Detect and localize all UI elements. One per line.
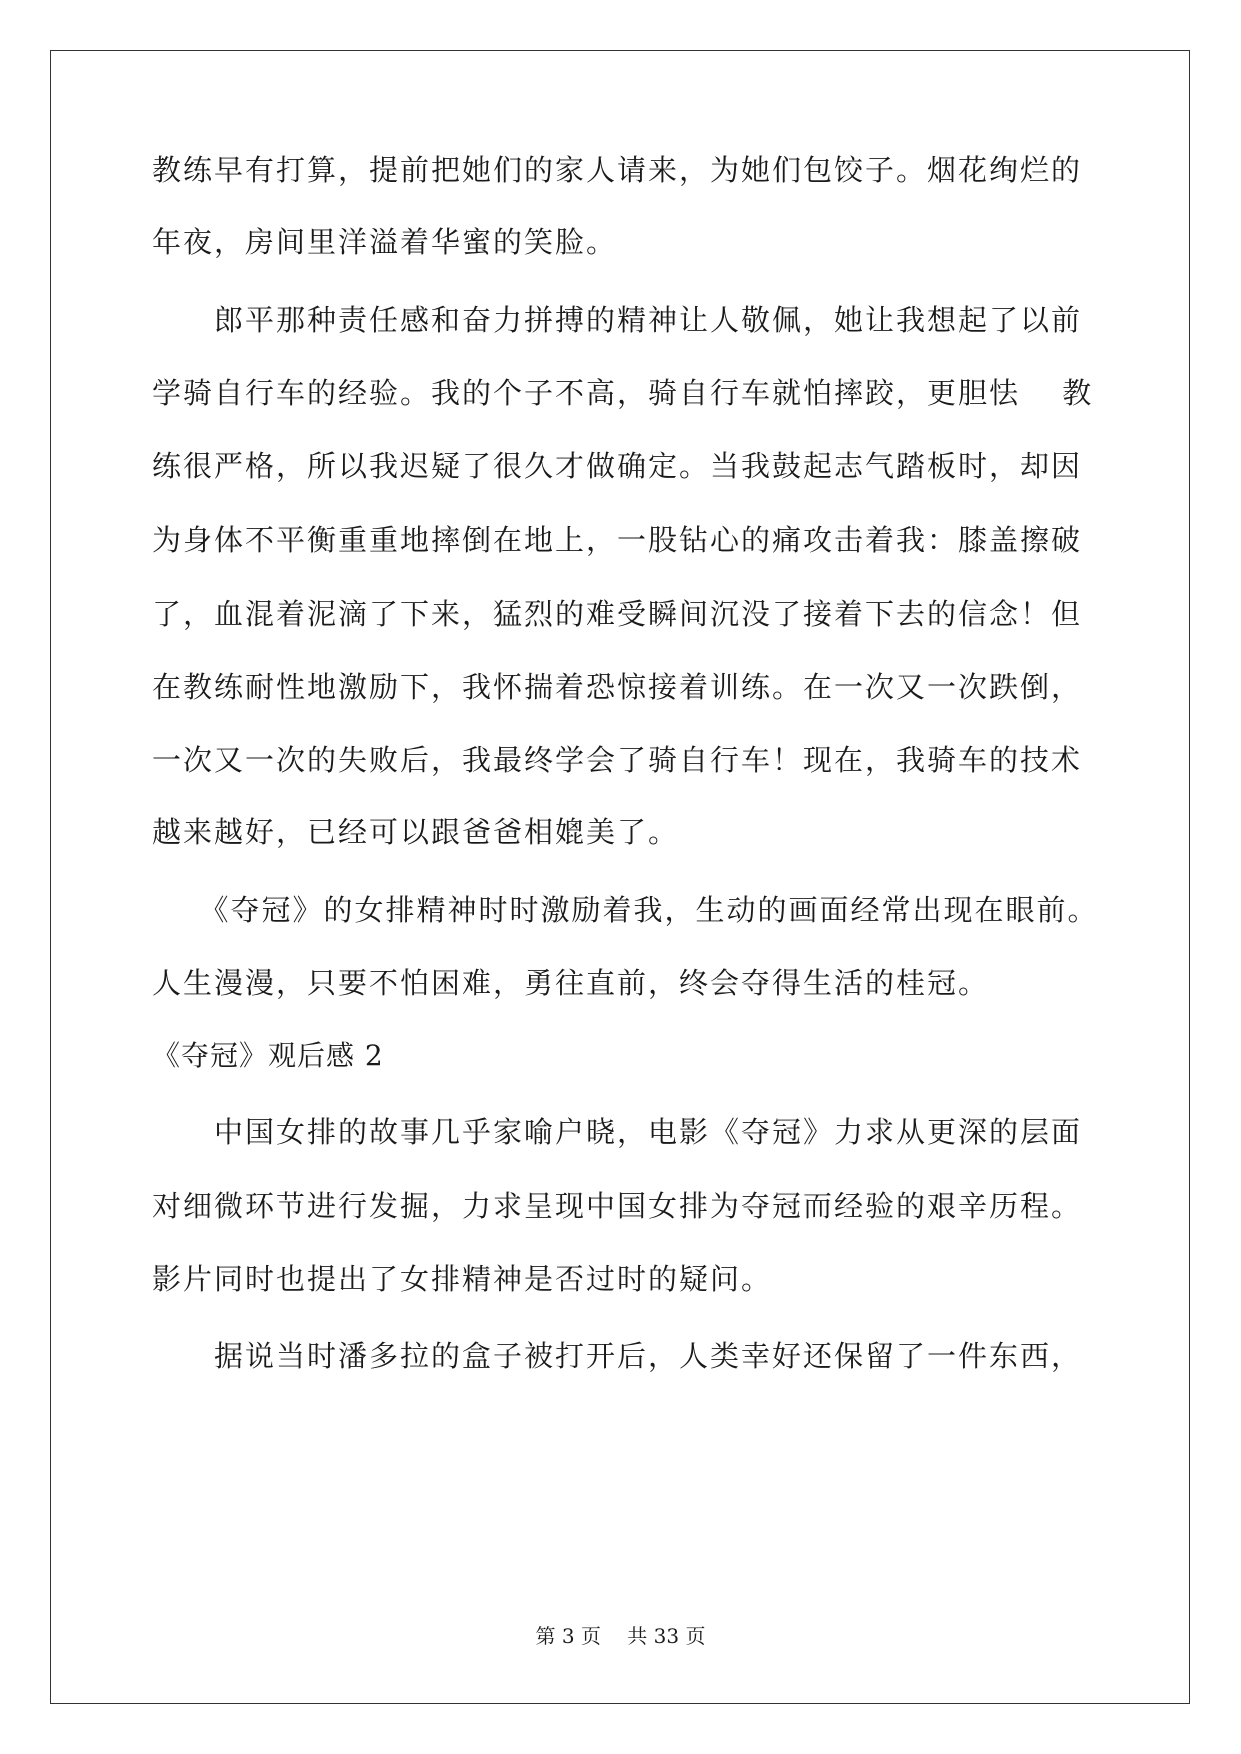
page-number: 第 3 页 共 33 页 — [535, 1624, 706, 1648]
text-line: 对细微环节进行发掘，力求呈现中国女排为夺冠而经验的艰辛历程。 — [152, 1189, 1083, 1223]
text-line: 影片同时也提出了女排精神是否过时的疑问。 — [152, 1262, 773, 1296]
text-line: 《夺冠》的女排精神时时激励着我，生动的画面经常出现在眼前。 — [152, 893, 1099, 927]
text-line: 据说当时潘多拉的盒子被打开后，人类幸好还保留了一件东西， — [152, 1339, 1083, 1373]
text-line: 中国女排的故事几乎家喻户晓，电影《夺冠》力求从更深的层面 — [152, 1115, 1083, 1149]
text-line: 郎平那种责任感和奋力拼搏的精神让人敬佩，她让我想起了以前 — [152, 303, 1083, 337]
text-line: 越来越好，已经可以跟爸爸相媲美了。 — [152, 815, 680, 849]
section-heading: 《夺冠》观后感 2 — [152, 1039, 384, 1072]
text-line: 了，血混着泥滴了下来，猛烈的难受瞬间沉没了接着下去的信念！但 — [152, 597, 1083, 631]
text-line: 人生漫漫，只要不怕困难，勇往直前，终会夺得生活的桂冠。 — [152, 966, 990, 1000]
text-line: 教练早有打算，提前把她们的家人请来，为她们包饺子。烟花绚烂的 — [152, 153, 1083, 187]
text-line: 在教练耐性地激励下，我怀揣着恐惊接着训练。在一次又一次跌倒， — [152, 670, 1083, 704]
text-line: 一次又一次的失败后，我最终学会了骑自行车！现在，我骑车的技术 — [152, 743, 1083, 777]
text-line: 学骑自行车的经验。我的个子不高，骑自行车就怕摔跤，更胆怯 教 — [152, 376, 1094, 410]
text-line: 年夜，房间里洋溢着华蜜的笑脸。 — [152, 225, 618, 259]
text-line: 为身体不平衡重重地摔倒在地上，一股钻心的痛攻击着我：膝盖擦破 — [152, 523, 1083, 557]
page-border — [50, 50, 1190, 1704]
text-line: 练很严格，所以我迟疑了很久才做确定。当我鼓起志气踏板时，却因 — [152, 449, 1083, 483]
